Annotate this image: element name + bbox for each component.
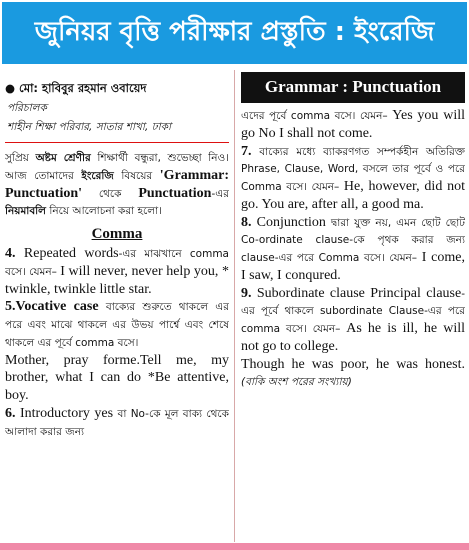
rule-7: 7. বাক্যের মধ্যে ব্যাকরণগত সম্পর্কহীন অতিরিক্ত Phrase, Clause, Word, বসলে তার পূর্বে ও পরে Comma বসে। যেমন– He, however, did not go. You are, after all, a good ma. bbox=[241, 143, 465, 212]
rule-9-example: Though he was poor, he was honest. (বাকি অংশ পরের সংখ্যায়) bbox=[241, 356, 465, 389]
rule-5-example: Mother, pray forme.Tell me, my brother, what I can do *Be attentive, boy. bbox=[5, 352, 229, 404]
rule-4: 4. Repeated words-এর মাঝখানে comma বসে। যেমন– I will never, never help you, * twinkle, twinkle little star. bbox=[5, 246, 229, 297]
section-heading-comma: Comma bbox=[91, 226, 143, 243]
rule-9: 9. Subordinate clause Principal clause-এর পূর্বে থাকলে subordinate Clause-এর পরে comma বসে। যেমন– As he is ill, he will not go to college. bbox=[241, 285, 465, 354]
divider bbox=[5, 142, 229, 143]
section-banner: Grammar : Punctuation bbox=[241, 72, 465, 103]
rule-5: 5.Vocative case বাক্যের শুরুতে থাকলে এর পরে এবং মাঝে থাকলে এর উভয় পার্শ্বে এবং শেষে থাকলে এর পূর্বে comma বসে। bbox=[5, 299, 229, 349]
author-org: শাহীন শিক্ষা পরিবার, সাতার শাখা, ঢাকা bbox=[7, 121, 171, 133]
rule-6: 6. Introductory yes বা No-কে মূল বাক্য থেকে আলাদা করার জন্য bbox=[5, 405, 229, 438]
left-column bbox=[5, 70, 229, 440]
continued-note: (বাকি অংশ পরের সংখ্যায়) bbox=[241, 376, 352, 389]
bottom-border bbox=[0, 543, 469, 550]
rule-6-continued: এদের পূর্বে comma বসে। যেমন– Yes you will go No I shall not come. bbox=[241, 108, 465, 141]
author-name: ● মো: হাবিবুর রহমান ওবায়েদ bbox=[5, 81, 147, 95]
author-role: পরিচালক bbox=[7, 102, 47, 114]
rule-8: 8. Conjunction দ্বারা যুক্ত নয়, এমন ছোট ছোট Co-ordinate clause-কে পৃথক করার জন্য clause-এর পরে Comma বসে। যেমন– I come, I saw, I conqured. bbox=[241, 214, 465, 283]
intro-paragraph: সুপ্রিয় অষ্টম শ্রেণীর শিক্ষার্থী বন্ধুরা, শুভেচ্ছা নিও। আজ তোমাদের ইংরেজি বিষয়ের 'Grammar: Punctuation' থেকে Punctuation-এর নিয়মাবলি নিয়ে আলোচনা করা হলো। bbox=[5, 152, 229, 218]
right-column bbox=[241, 72, 465, 391]
page-title: জুনিয়র বৃত্তি পরীক্ষার প্রস্তুতি : ইংরেজি bbox=[2, 2, 467, 64]
column-divider bbox=[234, 70, 235, 542]
